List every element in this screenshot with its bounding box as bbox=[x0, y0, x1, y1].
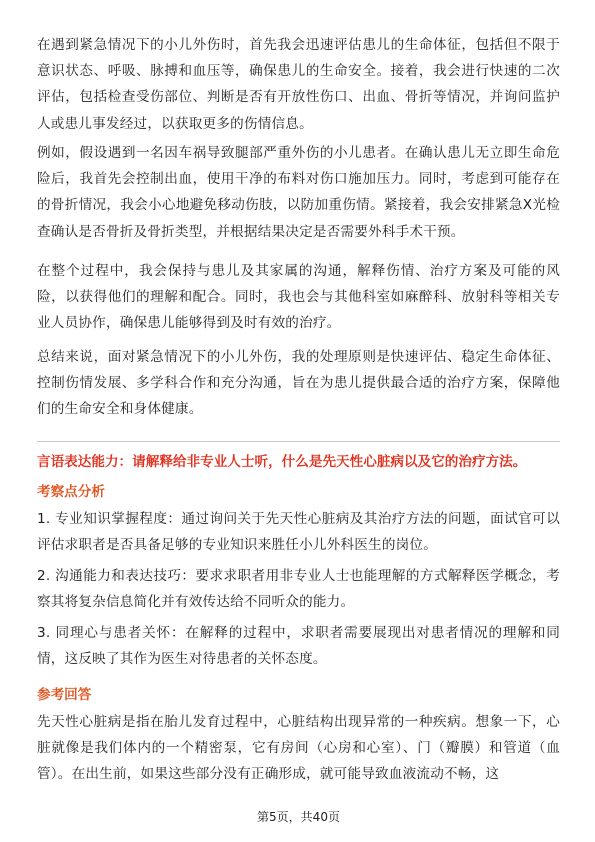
intro-paragraph-2: 例如，假设遇到一名因车祸导致腿部严重外伤的小儿患者。在确认患儿无立即生命危险后，我首先会控制出血，使用干净的布料对伤口施加压力。同时，考虑到可能存在的骨折情况，我会小心地避免移动伤肢，以防加重伤情。紧接着，我会安排紧急X光检查确认是否骨折及骨折类型，并根据结果决定是否需要外科手术干预。 bbox=[37, 145, 560, 240]
intro-paragraph-3: 在整个过程中，我会保持与患儿及其家属的沟通，解释伤情、治疗方案及可能的风险，以获得他们的理解和配合。同时，我也会与其他科室如麻醉科、放射科等相关专业人员协作，确保患儿能够得到及时有效的治疗。 bbox=[37, 263, 560, 332]
analysis-item-2: 2. 沟通能力和表达技巧：要求求职者用非专业人士也能理解的方式解释医学概念，考察其将复杂信息简化并有效传达给不同听众的能力。 bbox=[37, 568, 560, 611]
reference-answer: 先天性心脏病是指在胎儿发育过程中，心脏结构出现异常的一种疾病。想象一下，心脏就像是我们体内的一个精密泵，它有房间（心房和心室）、门（瓣膜）和管道（血管）。在出生前，如果这些部分没有正确形成，就可能导致血液流动不畅，这 bbox=[37, 714, 560, 783]
analysis-item-1: 1. 专业知识掌握程度：通过询问关于先天性心脏病及其治疗方法的问题，面试官可以评估求职者是否具备足够的专业知识来胜任小儿外科医生的岗位。 bbox=[37, 511, 560, 554]
document-page bbox=[37, 0, 560, 842]
interview-question: 言语表达能力：请解释给非专业人士听，什么是先天性心脏病以及它的治疗方法。 bbox=[37, 454, 527, 470]
analysis-heading: 考察点分析 bbox=[37, 484, 105, 500]
intro-paragraph-1: 在遇到紧急情况下的小儿外伤时，首先我会迅速评估患儿的生命体征，包括但不限于意识状态、呼吸、脉搏和血压等，确保患儿的生命安全。接着，我会进行快速的二次评估，包括检查受伤部位、判断是否有开放性伤口、出血、骨折等情况，并询问监护人或患儿事发经过，以获取更多的伤情信息。 bbox=[37, 37, 560, 132]
section-divider bbox=[37, 441, 560, 442]
intro-paragraph-4: 总结来说，面对紧急情况下的小儿外伤，我的处理原则是快速评估、稳定生命体征、控制伤情发展、多学科合作和充分沟通，旨在为患儿提供最合适的治疗方案，保障他们的生命安全和身体健康。 bbox=[37, 349, 560, 418]
page-number-footer: 第5页，共40页 bbox=[257, 810, 340, 824]
analysis-item-3: 3. 同理心与患者关怀：在解释的过程中，求职者需要展现出对患者情况的理解和同情，这反映了其作为医生对待患者的关怀态度。 bbox=[37, 625, 560, 668]
reference-heading: 参考回答 bbox=[37, 687, 92, 703]
